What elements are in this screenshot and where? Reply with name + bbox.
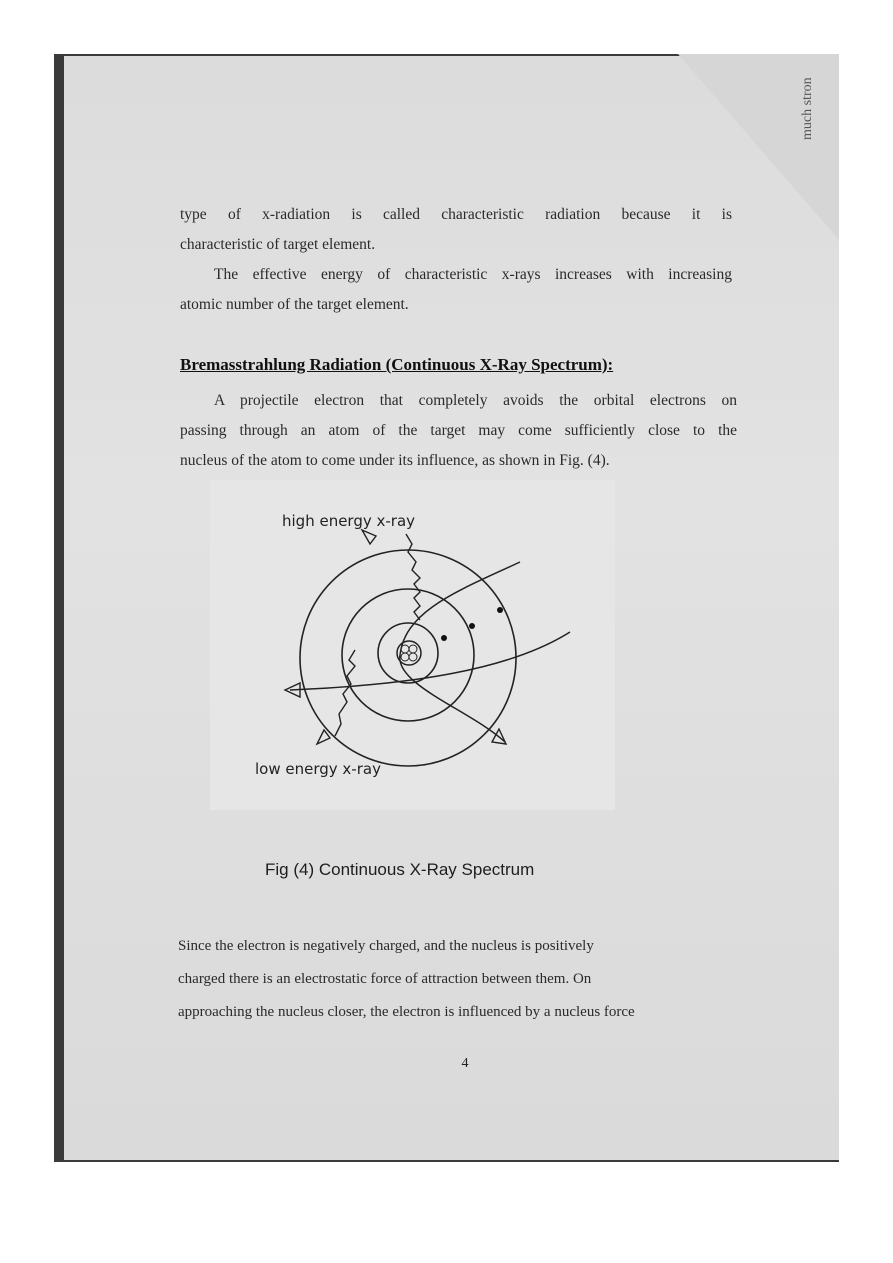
- figure-atom-diagram: [210, 480, 615, 810]
- text-line: type of x-radiation is called characteristic radiation because it is: [180, 206, 732, 223]
- low-energy-photon-path: [335, 650, 355, 736]
- section-heading: Bremasstrahlung Radiation (Continuous X-Ray Spectrum):: [180, 355, 614, 374]
- electron-dot: [469, 623, 475, 629]
- text-line: nucleus of the atom to come under its influence, as shown in Fig. (4).: [180, 452, 610, 469]
- atom-diagram: [210, 480, 615, 810]
- electron-dot: [441, 635, 447, 641]
- text-line: Since the electron is negatively charged, and the nucleus is positively: [178, 938, 594, 954]
- text-line: charged there is an electrostatic force of attraction between them. On: [178, 971, 592, 987]
- text-line: The effective energy of characteristic x-rays increases with increasing: [214, 266, 732, 283]
- paragraph-effective-energy: [180, 260, 732, 320]
- high-energy-photon-path: [406, 534, 420, 620]
- outer-orbit: [300, 550, 516, 766]
- nucleon: [401, 653, 409, 661]
- paragraph-projectile-electron: [180, 386, 737, 476]
- paragraph-characteristic: [180, 200, 732, 260]
- arrowhead: [362, 530, 376, 544]
- label-low-energy: low energy x-ray: [255, 760, 381, 778]
- passing-electron-path: [290, 632, 570, 690]
- nucleon: [409, 653, 417, 661]
- text-line: atomic number of the target element.: [180, 296, 409, 313]
- nucleon: [409, 645, 417, 653]
- text-line: passing through an atom of the target may come sufficiently close to the: [180, 422, 737, 439]
- text-line: characteristic of target element.: [180, 236, 376, 253]
- next-page-text: much stron: [800, 77, 815, 140]
- paragraph-electrostatic: [178, 930, 743, 1029]
- arrowhead: [317, 730, 330, 744]
- page-number: 4: [461, 1056, 469, 1071]
- electron-dot: [497, 607, 503, 613]
- text-line: approaching the nucleus closer, the electron is influenced by a nucleus force: [178, 1004, 635, 1020]
- text-line: A projectile electron that completely avoids the orbital electrons on: [214, 392, 737, 409]
- label-high-energy: high energy x-ray: [282, 512, 416, 530]
- figure-caption: Fig (4) Continuous X-Ray Spectrum: [265, 860, 535, 879]
